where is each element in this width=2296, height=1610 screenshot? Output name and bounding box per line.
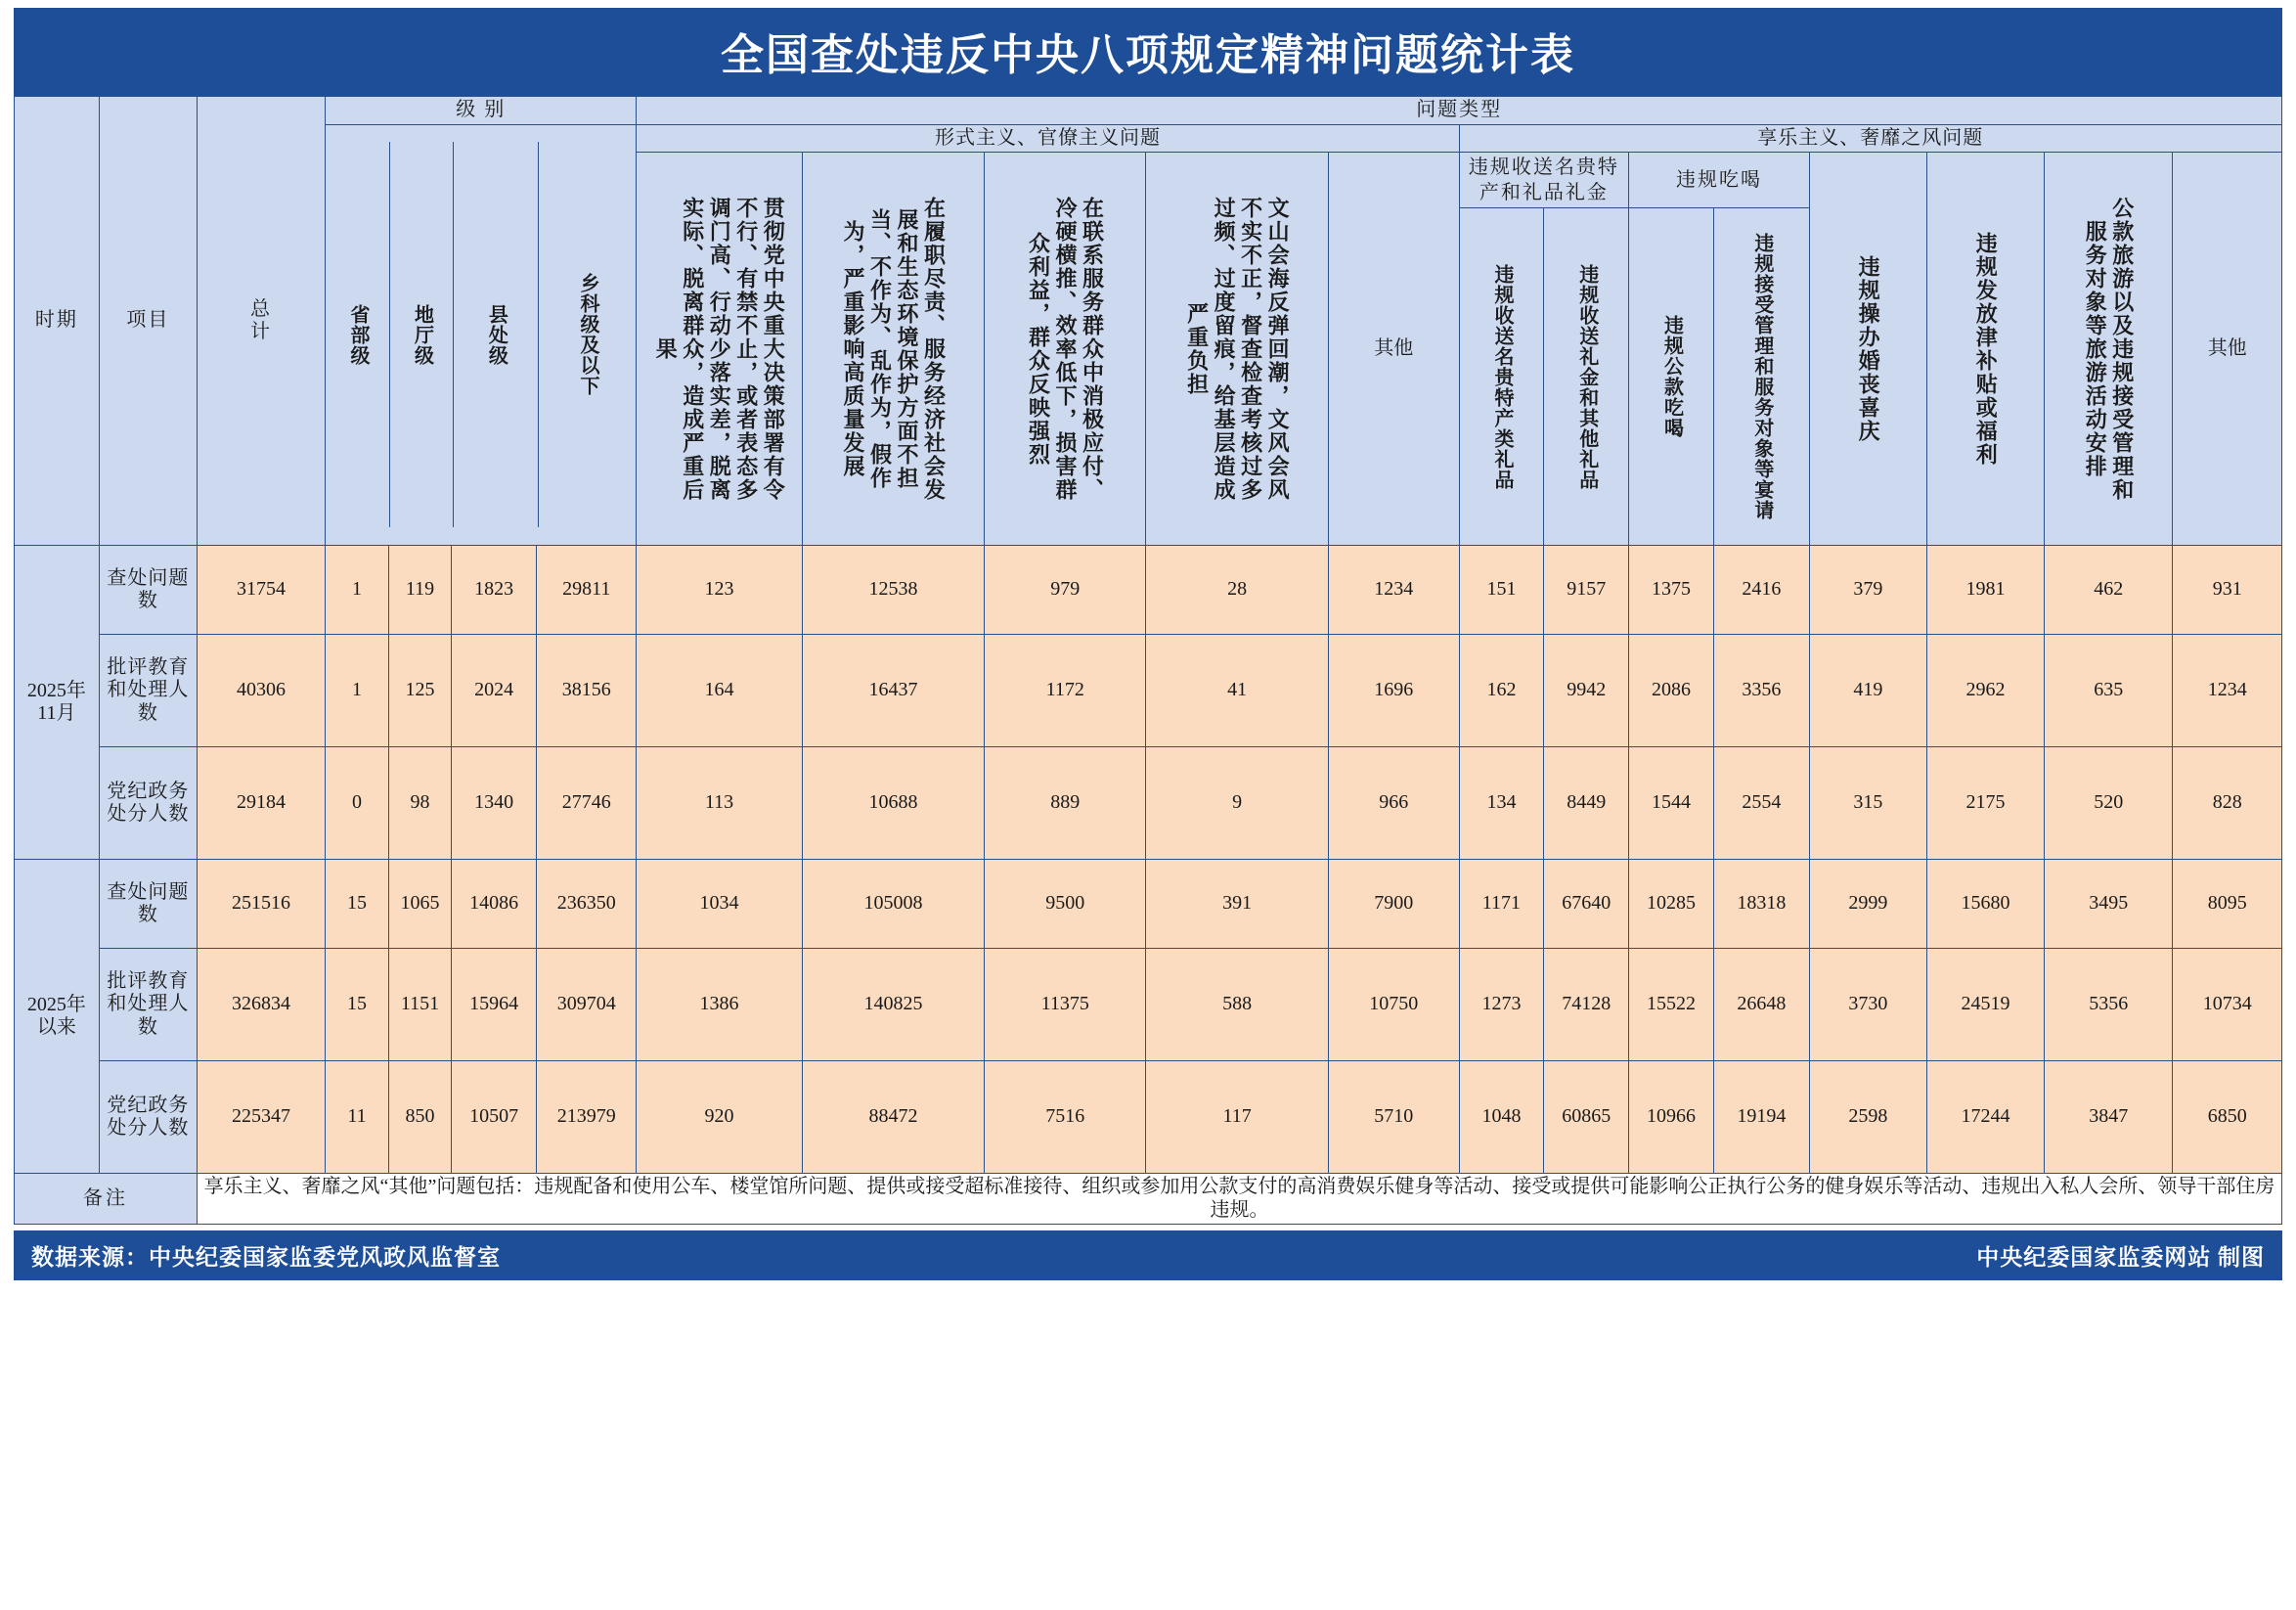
- cell-total: 251516: [197, 860, 325, 949]
- cell-travel: 5356: [2045, 949, 2173, 1061]
- cell-formalism-3: 11375: [985, 949, 1146, 1061]
- cell-province: 11: [326, 1061, 389, 1174]
- table-row: [15, 635, 2282, 747]
- cell-public-dining: 10966: [1629, 1061, 1714, 1174]
- header-hedonism-gift-specialty: 违规收送名贵特产类礼品: [1459, 208, 1544, 546]
- cell-county: 1823: [452, 546, 537, 635]
- cell-total: 225347: [197, 1061, 325, 1174]
- cell-county: 2024: [452, 635, 537, 747]
- header-hedonism-allowance: 违规发放津补贴或福利: [1926, 153, 2044, 546]
- cell-hedonism-other: 8095: [2173, 860, 2282, 949]
- cell-formalism-1: 920: [637, 1061, 802, 1174]
- cell-hedonism-other: 931: [2173, 546, 2282, 635]
- header-row-1: [15, 97, 2282, 125]
- cell-township: 309704: [537, 949, 637, 1061]
- cell-township: 38156: [537, 635, 637, 747]
- cell-wedding: 3730: [1809, 949, 1926, 1061]
- header-formalism-col-4: 文山会海反弹回潮，文风会风不实不正，督查检查考核过多过频、过度留痕，给基层造成严重负担: [1146, 153, 1329, 546]
- header-group-hedonism: 享乐主义、奢靡之风问题: [1459, 124, 2281, 153]
- cell-gift-specialty: 1048: [1459, 1061, 1544, 1174]
- header-level-subgroup: [326, 124, 637, 546]
- page-title: 全国查处违反中央八项规定精神问题统计表: [14, 8, 2282, 96]
- header-formalism-col-3: 在联系服务群众中消极应付、冷硬横推、效率低下，损害群众利益，群众反映强烈: [985, 153, 1146, 546]
- cell-formalism-3: 7516: [985, 1061, 1146, 1174]
- cell-total: 31754: [197, 546, 325, 635]
- cell-formalism-1: 164: [637, 635, 802, 747]
- table-row: [15, 949, 2282, 1061]
- cell-gift-specialty: 134: [1459, 747, 1544, 860]
- cell-province: 15: [326, 949, 389, 1061]
- header-formalism-col-1: 贯彻党中央重大决策部署有令不行、有禁不止，或者表态多调门高、行动少落实差，脱离实际、脱离群众，造成严重后果: [637, 153, 802, 546]
- cell-prefecture: 1065: [388, 860, 452, 949]
- cell-township: 236350: [537, 860, 637, 949]
- header-hedonism-gift-money: 违规收送礼金和其他礼品: [1544, 208, 1629, 546]
- header-row-2: [15, 124, 2282, 153]
- cell-formalism-1: 1034: [637, 860, 802, 949]
- cell-allowance: 2962: [1926, 635, 2044, 747]
- cell-wedding: 419: [1809, 635, 1926, 747]
- cell-province: 0: [326, 747, 389, 860]
- table-row: [15, 747, 2282, 860]
- cell-province: 1: [326, 546, 389, 635]
- cell-allowance: 2175: [1926, 747, 2044, 860]
- cell-wedding: 379: [1809, 546, 1926, 635]
- cell-hedonism-other: 828: [2173, 747, 2282, 860]
- cell-banquet: 2416: [1713, 546, 1809, 635]
- cell-gift-specialty: 162: [1459, 635, 1544, 747]
- cell-banquet: 18318: [1713, 860, 1809, 949]
- cell-formalism-4: 588: [1146, 949, 1329, 1061]
- cell-formalism-other: 7900: [1329, 860, 1460, 949]
- row-item-label: 查处问题数: [99, 860, 197, 949]
- cell-gift-specialty: 151: [1459, 546, 1544, 635]
- cell-total: 40306: [197, 635, 325, 747]
- cell-public-dining: 2086: [1629, 635, 1714, 747]
- cell-township: 29811: [537, 546, 637, 635]
- cell-gift-money: 9157: [1544, 546, 1629, 635]
- header-formalism-col-2: 在履职尽责、服务经济社会发展和生态环境保护方面不担当、不作为、乱作为，假作为，严重影响高质量发展: [802, 153, 985, 546]
- header-hedonism-travel: 公款旅游以及违规接受管理和服务对象等旅游活动安排: [2045, 153, 2173, 546]
- cell-prefecture: 850: [388, 1061, 452, 1174]
- cell-travel: 520: [2045, 747, 2173, 860]
- cell-public-dining: 10285: [1629, 860, 1714, 949]
- cell-formalism-3: 889: [985, 747, 1146, 860]
- cell-gift-money: 8449: [1544, 747, 1629, 860]
- footer-credit: 中央纪委国家监委网站 制图: [1976, 1245, 2265, 1271]
- cell-county: 1340: [452, 747, 537, 860]
- cell-public-dining: 1544: [1629, 747, 1714, 860]
- cell-total: 326834: [197, 949, 325, 1061]
- table-row: [15, 860, 2282, 949]
- cell-gift-money: 60865: [1544, 1061, 1629, 1174]
- row-item-label: 批评教育和处理人数: [99, 635, 197, 747]
- cell-banquet: 19194: [1713, 1061, 1809, 1174]
- cell-formalism-other: 10750: [1329, 949, 1460, 1061]
- cell-county: 15964: [452, 949, 537, 1061]
- cell-formalism-3: 979: [985, 546, 1146, 635]
- header-level-group: 级 别: [326, 97, 637, 125]
- cell-hedonism-other: 1234: [2173, 635, 2282, 747]
- cell-formalism-4: 28: [1146, 546, 1329, 635]
- cell-gift-specialty: 1171: [1459, 860, 1544, 949]
- row-item-label: 查处问题数: [99, 546, 197, 635]
- cell-gift-money: 67640: [1544, 860, 1629, 949]
- header-problem-type: 问题类型: [637, 97, 2282, 125]
- cell-province: 15: [326, 860, 389, 949]
- header-hedonism-eat-group: 违规吃喝: [1629, 153, 1810, 208]
- cell-formalism-2: 88472: [802, 1061, 985, 1174]
- cell-formalism-2: 12538: [802, 546, 985, 635]
- cell-formalism-1: 123: [637, 546, 802, 635]
- period-label-2: 2025年 以来: [15, 860, 100, 1174]
- note-row: [15, 1174, 2282, 1225]
- row-item-label: 批评教育和处理人数: [99, 949, 197, 1061]
- cell-prefecture: 1151: [388, 949, 452, 1061]
- cell-formalism-2: 16437: [802, 635, 985, 747]
- row-item-label: 党纪政务处分人数: [99, 1061, 197, 1174]
- header-total: 总 计: [197, 97, 325, 546]
- header-period: 时期: [15, 97, 100, 546]
- cell-province: 1: [326, 635, 389, 747]
- cell-banquet: 3356: [1713, 635, 1809, 747]
- header-level-province: 省部级: [326, 142, 389, 527]
- cell-formalism-4: 391: [1146, 860, 1329, 949]
- cell-gift-money: 74128: [1544, 949, 1629, 1061]
- table-row: [15, 546, 2282, 635]
- cell-formalism-other: 5710: [1329, 1061, 1460, 1174]
- footer-bar: [14, 1230, 2282, 1280]
- cell-county: 14086: [452, 860, 537, 949]
- cell-township: 213979: [537, 1061, 637, 1174]
- cell-travel: 3495: [2045, 860, 2173, 949]
- note-label: 备注: [15, 1174, 198, 1225]
- period-label-1: 2025年 11月: [15, 546, 100, 860]
- cell-township: 27746: [537, 747, 637, 860]
- cell-formalism-other: 966: [1329, 747, 1460, 860]
- cell-prefecture: 125: [388, 635, 452, 747]
- cell-formalism-1: 1386: [637, 949, 802, 1061]
- header-formalism-other: 其他: [1329, 153, 1460, 546]
- cell-allowance: 15680: [1926, 860, 2044, 949]
- table-row: [15, 1061, 2282, 1174]
- cell-prefecture: 119: [388, 546, 452, 635]
- header-level-township: 乡科级及以下: [576, 273, 598, 397]
- cell-gift-money: 9942: [1544, 635, 1629, 747]
- cell-banquet: 26648: [1713, 949, 1809, 1061]
- cell-prefecture: 98: [388, 747, 452, 860]
- cell-banquet: 2554: [1713, 747, 1809, 860]
- cell-formalism-4: 41: [1146, 635, 1329, 747]
- cell-travel: 3847: [2045, 1061, 2173, 1174]
- cell-formalism-other: 1234: [1329, 546, 1460, 635]
- note-text: 享乐主义、奢靡之风“其他”问题包括：违规配备和使用公车、楼堂馆所问题、提供或接受超标准接待、组织或参加用公款支付的高消费娱乐健身等活动、接受或提供可能影响公正执行公务的健身娱乐等活动、违规出入私人会所、领导干部住房违规。: [197, 1174, 2281, 1225]
- cell-formalism-2: 140825: [802, 949, 985, 1061]
- footer-source: 数据来源：中央纪委国家监委党风政风监督室: [31, 1245, 501, 1271]
- header-level-county: 县处级: [454, 142, 538, 527]
- cell-travel: 462: [2045, 546, 2173, 635]
- header-hedonism-banquet: 违规接受管理和服务对象等宴请: [1713, 208, 1809, 546]
- cell-allowance: 24519: [1926, 949, 2044, 1061]
- row-item-label: 党纪政务处分人数: [99, 747, 197, 860]
- cell-county: 10507: [452, 1061, 537, 1174]
- header-hedonism-other: 其他: [2173, 153, 2282, 546]
- cell-formalism-4: 9: [1146, 747, 1329, 860]
- cell-travel: 635: [2045, 635, 2173, 747]
- header-hedonism-public-funds-dining: 违规公款吃喝: [1629, 208, 1714, 546]
- cell-allowance: 17244: [1926, 1061, 2044, 1174]
- cell-public-dining: 1375: [1629, 546, 1714, 635]
- cell-formalism-other: 1696: [1329, 635, 1460, 747]
- cell-formalism-3: 9500: [985, 860, 1146, 949]
- cell-hedonism-other: 10734: [2173, 949, 2282, 1061]
- cell-formalism-3: 1172: [985, 635, 1146, 747]
- cell-hedonism-other: 6850: [2173, 1061, 2282, 1174]
- cell-public-dining: 15522: [1629, 949, 1714, 1061]
- header-level-prefecture: 地厅级: [389, 142, 454, 527]
- cell-total: 29184: [197, 747, 325, 860]
- cell-gift-specialty: 1273: [1459, 949, 1544, 1061]
- cell-formalism-1: 113: [637, 747, 802, 860]
- statistics-table: [14, 96, 2282, 1225]
- cell-formalism-2: 10688: [802, 747, 985, 860]
- cell-wedding: 315: [1809, 747, 1926, 860]
- cell-formalism-2: 105008: [802, 860, 985, 949]
- cell-allowance: 1981: [1926, 546, 2044, 635]
- cell-wedding: 2598: [1809, 1061, 1926, 1174]
- header-item: 项目: [99, 97, 197, 546]
- header-hedonism-wedding: 违规操办婚丧喜庆: [1809, 153, 1926, 546]
- header-group-formalism: 形式主义、官僚主义问题: [637, 124, 1459, 153]
- header-hedonism-gifts-group: 违规收送名贵特产和礼品礼金: [1459, 153, 1629, 208]
- cell-formalism-4: 117: [1146, 1061, 1329, 1174]
- cell-wedding: 2999: [1809, 860, 1926, 949]
